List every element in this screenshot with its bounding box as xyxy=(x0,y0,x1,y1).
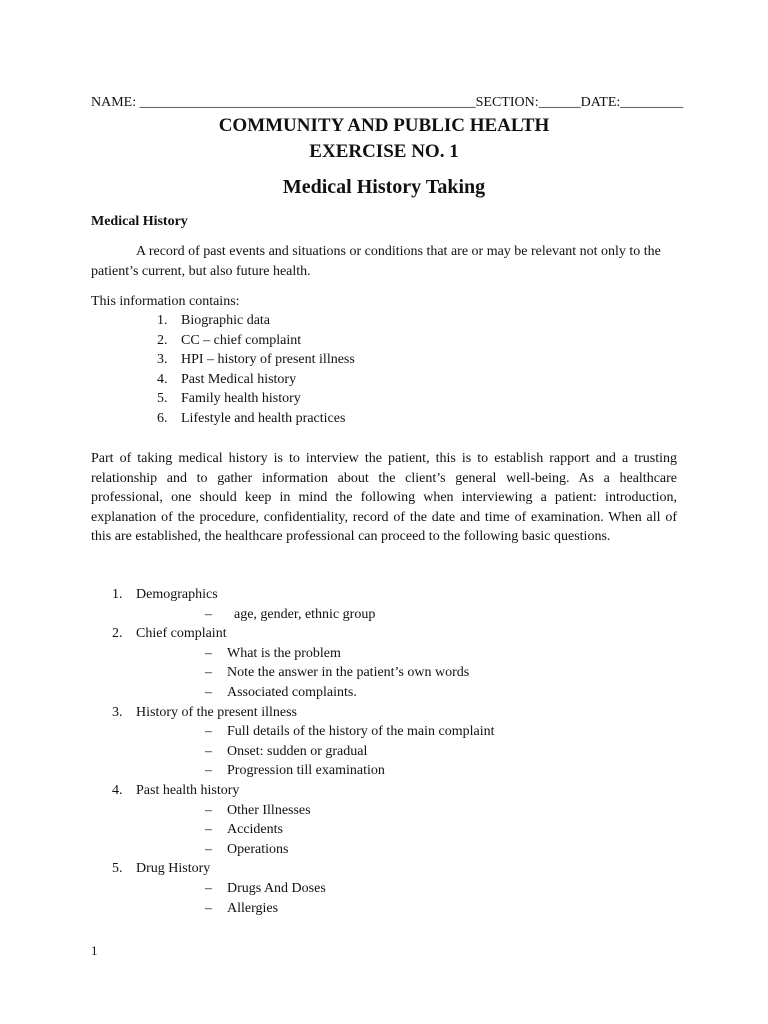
list-item xyxy=(157,370,355,390)
sub-item xyxy=(136,840,495,860)
item-number: 5. xyxy=(157,391,168,407)
page-number: 1 xyxy=(91,943,98,958)
sub-item xyxy=(136,722,495,742)
sub-item-text: Operations xyxy=(227,841,289,857)
sub-item xyxy=(136,663,495,683)
interview-paragraph: Part of taking medical history is to interview the patient, this is to establish rapport and a trusting relationship and to gather information about the client’s general well-being. As a healthcare professional, one should keep in mind the following when interviewing a patient: introduction, explanation of the procedure, confidentiality, record of the date and time of examination. When all of this are established, the healthcare professional can proceed to the following basic questions. xyxy=(91,451,677,545)
sub-item xyxy=(136,761,495,781)
sub-item xyxy=(136,820,495,840)
basic-questions-list xyxy=(112,585,495,918)
name-section-date-line: NAME: ________________________________________________SECTION:______DATE:_________ xyxy=(91,95,684,110)
sub-item xyxy=(136,644,495,664)
dash-bullet: – xyxy=(205,645,212,661)
sub-item-text: Other Illnesses xyxy=(227,802,311,818)
dash-bullet: – xyxy=(205,900,212,916)
sub-item xyxy=(136,879,495,899)
question-label: Past health history xyxy=(136,782,240,798)
item-text: Family health history xyxy=(181,391,301,407)
sub-item-text: Progression till examination xyxy=(227,763,385,779)
question-item xyxy=(112,781,495,859)
topic-title: Medical History Taking xyxy=(282,176,486,198)
item-number: 4. xyxy=(157,371,168,387)
dash-bullet: – xyxy=(205,665,212,681)
question-number: 4. xyxy=(112,782,123,798)
question-label: Demographics xyxy=(136,587,218,602)
question-item xyxy=(112,859,495,918)
question-number: 3. xyxy=(112,704,123,720)
sub-list xyxy=(136,879,495,918)
dash-bullet: – xyxy=(205,802,212,818)
dash-bullet: – xyxy=(205,763,212,779)
sub-item-text: Drugs And Doses xyxy=(227,880,326,896)
item-number: 2. xyxy=(157,332,168,348)
item-text: HPI – history of present illness xyxy=(181,352,355,368)
list-item xyxy=(157,389,355,409)
sub-item-text: Associated complaints. xyxy=(227,684,357,700)
sub-item xyxy=(136,742,495,762)
item-text: Past Medical history xyxy=(181,371,297,387)
sub-item-text: Accidents xyxy=(227,822,283,838)
question-item xyxy=(112,624,495,702)
item-number: 1. xyxy=(157,313,168,328)
sub-item xyxy=(136,683,495,703)
item-number: 6. xyxy=(157,410,168,426)
info-contents-list xyxy=(157,311,355,429)
question-number: 2. xyxy=(112,626,123,642)
sub-list xyxy=(136,605,495,625)
exercise-title: EXERCISE NO. 1 xyxy=(309,141,459,162)
section-heading: Medical History xyxy=(91,214,188,229)
list-item xyxy=(157,311,355,331)
sub-item xyxy=(136,605,495,625)
definition-paragraph: A record of past events and situations or conditions that are or may be relevant not only to the patient’s current, but also future health. xyxy=(91,244,661,279)
sub-list xyxy=(136,722,495,781)
sub-item-text: What is the problem xyxy=(227,645,341,661)
sub-list xyxy=(136,644,495,703)
dash-bullet: – xyxy=(205,822,212,838)
list-item xyxy=(157,350,355,370)
question-item xyxy=(112,585,495,624)
dash-bullet: – xyxy=(205,841,212,857)
sub-item xyxy=(136,899,495,919)
question-number: 1. xyxy=(112,587,123,602)
sub-item-text: Allergies xyxy=(227,900,279,916)
item-text: Lifestyle and health practices xyxy=(181,410,346,426)
list-item xyxy=(157,409,355,429)
list-item xyxy=(157,331,355,351)
sub-item xyxy=(136,801,495,821)
item-text: CC – chief complaint xyxy=(181,332,302,348)
question-label: Drug History xyxy=(136,861,211,877)
info-intro: This information contains: xyxy=(91,294,240,309)
question-item xyxy=(112,703,495,781)
item-number: 3. xyxy=(157,352,168,368)
question-label: Chief complaint xyxy=(136,626,227,642)
dash-bullet: – xyxy=(205,724,212,740)
sub-item-text: age, gender, ethnic group xyxy=(227,606,376,622)
item-text: Biographic data xyxy=(181,313,271,328)
dash-bullet: – xyxy=(205,743,212,759)
dash-bullet: – xyxy=(205,606,212,622)
sub-item-text: Full details of the history of the main complaint xyxy=(227,724,495,740)
dash-bullet: – xyxy=(205,880,212,896)
dash-bullet: – xyxy=(205,684,212,700)
course-title: COMMUNITY AND PUBLIC HEALTH xyxy=(218,115,550,136)
sub-item-text: Onset: sudden or gradual xyxy=(227,743,368,759)
sub-item-text: Note the answer in the patient’s own words xyxy=(227,665,470,681)
sub-list xyxy=(136,801,495,860)
question-number: 5. xyxy=(112,861,123,877)
question-label: History of the present illness xyxy=(136,704,297,720)
